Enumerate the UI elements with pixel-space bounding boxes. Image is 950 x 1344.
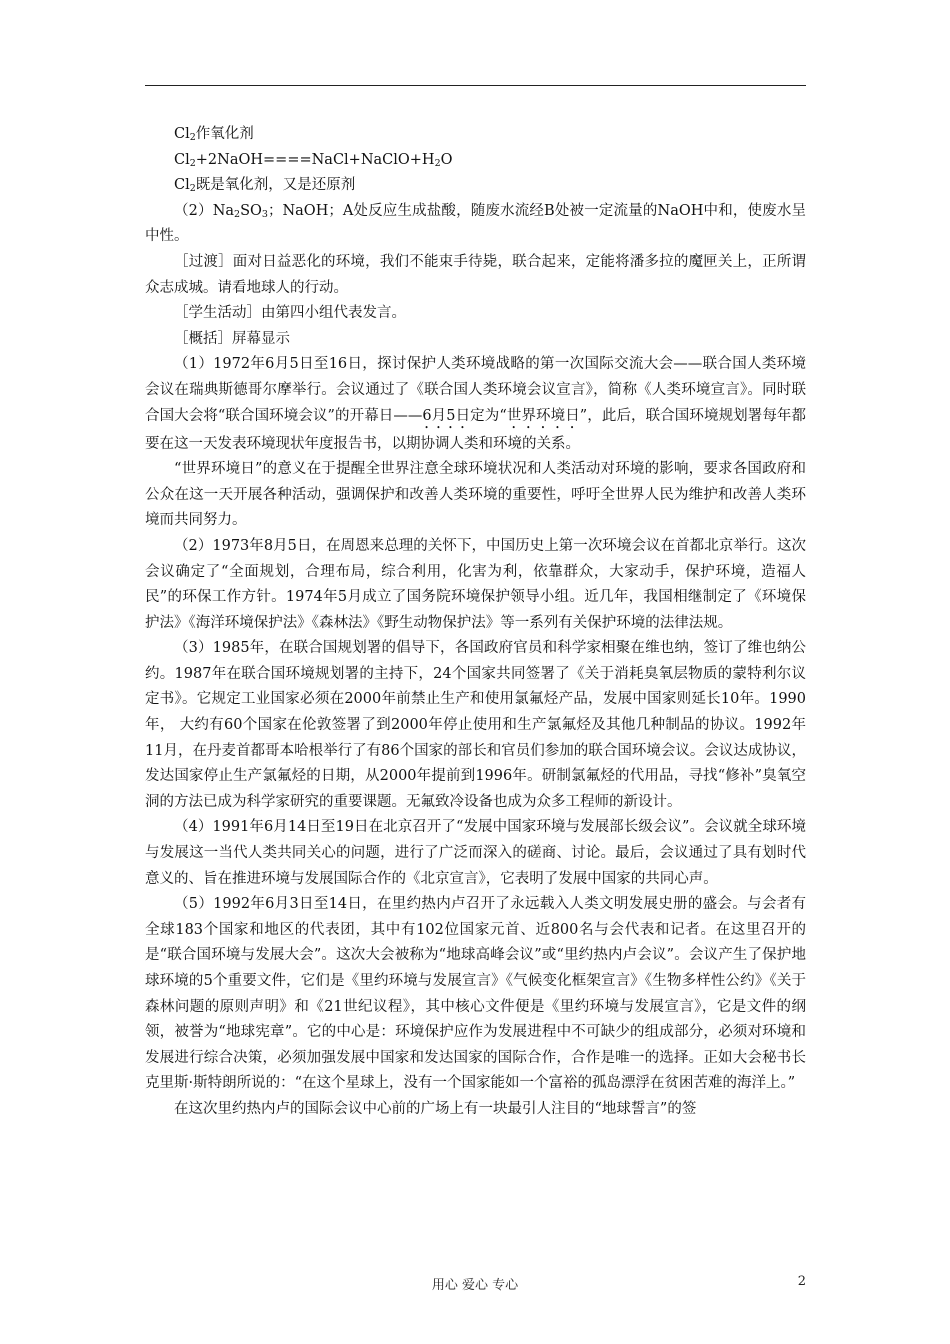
paragraph-earth-pledge: 在这次里约热内卢的国际会议中心前的广场上有一块最引人注目的“地球誓言”的签 (174, 1100, 697, 1117)
subscript: 2 (189, 157, 196, 169)
text-run: Cl (174, 151, 190, 168)
subscript: 2 (434, 157, 441, 169)
paragraph-1973: （2）1973年8月5日，在周恩来总理的关怀下，中国历史上第一次环境会议在首都北京举行。这次会议确定了“全面规划，合理布局，综合利用，化害为利，依靠群众，大家动手，保护环境，造福人民”的环保工作方针。1974年5月成立了国务院环境保护领导小组。近几年，我国相继制定了《环境保护法》《海洋环境保护法》《森林法》《野生动物保护法》等一系列有关保护环境的法律法规。 (145, 537, 806, 631)
paragraph-answer-2 (145, 199, 806, 250)
paragraph-student-activity: ［学生活动］由第四小组代表发言。 (174, 305, 406, 322)
text-run: ”，此后，联合国环境规划署每年都要在这一天发表环境现状年度报告书，以期协调人类和环境的关系。 (145, 407, 807, 452)
text-run: 定为“ (470, 407, 507, 424)
paragraph-summary-label: ［概括］屏幕显示 (174, 330, 290, 347)
emphasis-date: 6月5日 (422, 407, 471, 424)
text-run: 既是氧化剂，又是还原剂 (195, 177, 356, 194)
paragraph-1991: （4）1991年6月14日至19日在北京召开了“发展中国家环境与发展部长级会议”。会议就全球环境与发展这一当代人类共同关心的问题，进行了广泛而深入的磋商、讨论。最后，会议通过了具有划时代意义的、旨在推进环境与发展国际合作的《北京宣言》，它表明了发展中国家的共同心声。 (145, 819, 806, 887)
document-body (145, 122, 806, 1123)
subscript: 2 (189, 183, 196, 195)
subscript: 2 (234, 208, 241, 220)
formula-line-3 (145, 173, 806, 199)
page-number: 2 (797, 1274, 806, 1289)
text-run: +2NaOH====NaCl+NaClO+H (195, 151, 435, 168)
subscript: 3 (261, 208, 268, 220)
formula-line-2 (145, 148, 806, 174)
text-run: Cl (174, 177, 190, 194)
paragraph-1985: （3）1985年，在联合国规划署的倡导下，各国政府官员和科学家相聚在维也纳，签订了维也纳公约。1987年在联合国环境规划署的主持下，24个国家共同签署了《关于消耗臭氧层物质的蒙特利尔议定书》。它规定工业国家必须在2000年前禁止生产和使用氯氟烃产品，发展中国家则延长10年。1990年， 大约有60个国家在伦敦签署了到2000年停止使用和生产氯氟烃及其他几种制品的协议。1992年11月，在丹麦首都哥本哈根举行了有86个国家的部长和官员们参加的联合国环境会议。会议达成协议，发达国家停止生产氯氟烃的日期，从2000年提前到1996年。研制氯氟烃的代用品，寻找“修补”臭氧空洞的方法已成为科学家研究的重要课题。无氟致冷设备也成为众多工程师的新设计。 (145, 640, 806, 810)
text-run: O (440, 151, 453, 168)
paragraph-1992: （5）1992年6月3日至14日，在里约热内卢召开了永远载入人类文明发展史册的盛会。与会者有全球183个国家和地区的代表团，其中有102位国家元首、近800名与会代表和记者。在这里召开的是“联合国环境与发展大会”。这次大会被称为“地球高峰会议”或“里约热内卢会议”。会议产生了保护地球环境的5个重要文件，它们是《里约环境与发展宣言》《气候变化框架宣言》《生物多样性公约》《关于森林问题的原则声明》和《21世纪议程》，其中核心文件便是《里约环境与发展宣言》，它是文件的纲领，被誉为“地球宪章”。它的中心是：环境保护应作为发展进程中不可缺少的组成部分，必须对环境和发展进行综合决策，必须加强发展中国家和发达国家的国际合作，合作是唯一的选择。正如大会秘书长克里斯·斯特朗所说的：“在这个星球上，没有一个国家能如一个富裕的孤岛漂浮在贫困苦难的海洋上。” (145, 896, 806, 1092)
header-rule (145, 85, 806, 86)
formula-line-1 (145, 122, 806, 148)
text-run: SO (240, 202, 262, 219)
text-run: 作氧化剂 (195, 126, 254, 142)
text-run: ；NaOH；A处反应生成盐酸，随废水流经B处被一定流量的NaOH中和，使废水呈中性。 (145, 202, 806, 245)
text-run: Cl (174, 126, 190, 142)
paragraph-world-environment-day: “世界环境日”的意义在于提醒全世界注意全球环境状况和人类活动对环境的影响，要求各国政府和公众在这一天开展各种活动，强调保护和改善人类环境的重要性，呼吁全世界人民为维护和改善人类环境而共同努力。 (145, 461, 806, 529)
text-run: （2）Na (174, 202, 235, 219)
footer-motto: 用心 爱心 专心 (431, 1278, 519, 1293)
paragraph-1972 (145, 352, 806, 457)
subscript: 2 (189, 132, 196, 143)
paragraph-transition: ［过渡］面对日益恶化的环境，我们不能束手待毙，联合起来，定能将潘多拉的魔匣关上，正所谓众志成城。请看地球人的行动。 (145, 253, 806, 296)
text-run: （1）1972年6月5日至16日，探讨保护人类环境战略的第一次国际交流大会——联合国人类环境会议在瑞典斯德哥尔摩举行。会议通过了《联合国人类环境会议宣言》，简称《人类环境宣言》。同时联合国大会将“联合国环境会议”的开幕日—— (145, 356, 806, 424)
emphasis-world-environment-day: 世界环境日 (506, 407, 580, 424)
